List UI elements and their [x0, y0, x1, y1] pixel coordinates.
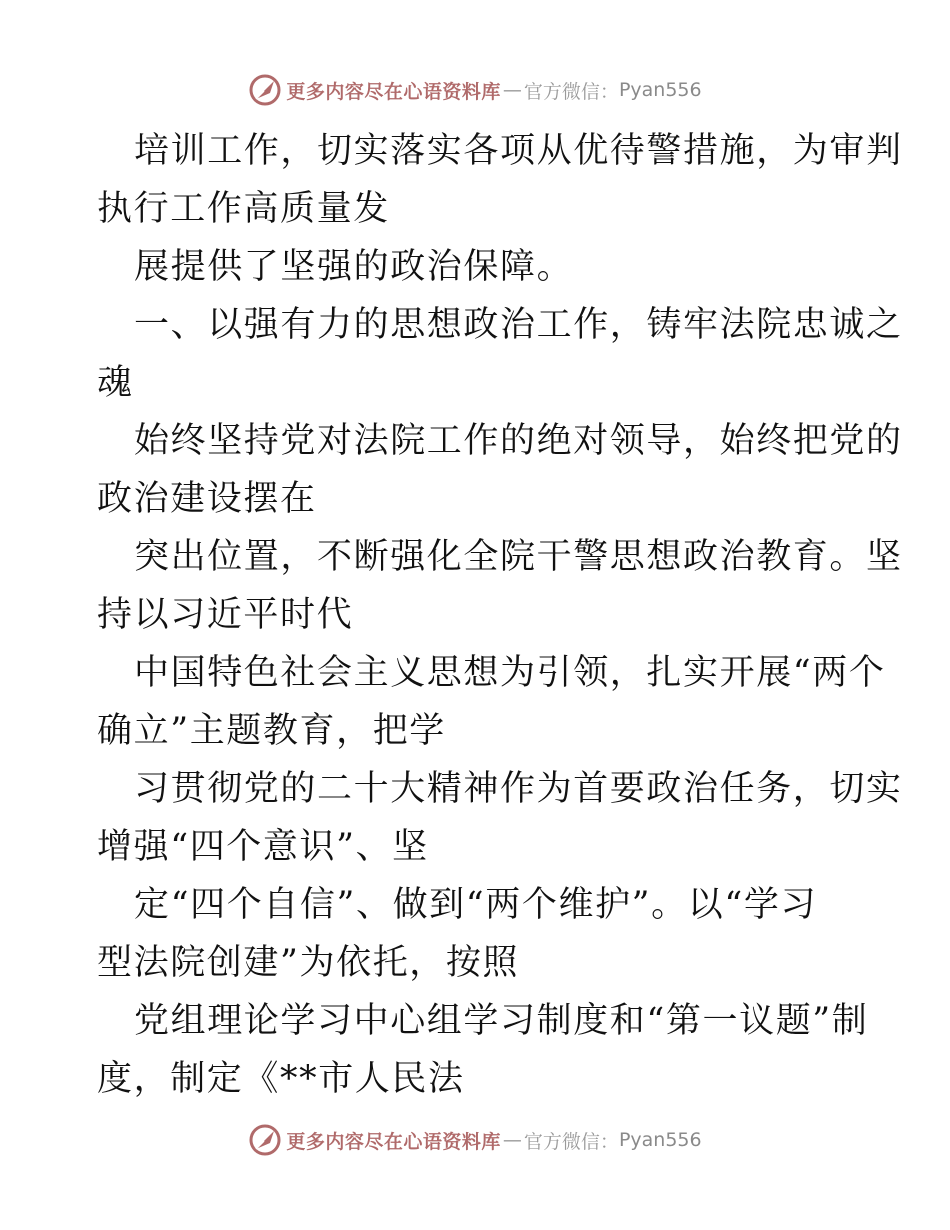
- paragraph-line: 中国特色社会主义思想为引领，扎实开展“两个: [134, 653, 886, 693]
- watermark-main-text: 更多内容尽在心语资料库: [286, 1130, 501, 1153]
- quill-logo-icon: [248, 73, 282, 107]
- paragraph-line: 党组理论学习中心组学习制度和“第一议题”制: [134, 1001, 869, 1041]
- paragraph-line: 习贯彻党的二十大精神作为首要政治任务，切实: [134, 769, 903, 809]
- watermark-main-text: 更多内容尽在心语资料库: [286, 80, 501, 103]
- paragraph-line: 确立”主题教育，把学: [97, 711, 446, 751]
- footer-watermark: [0, 1120, 950, 1160]
- paragraph-line: 度，制定《**市人民法: [97, 1059, 465, 1099]
- paragraph-line: 政治建设摆在: [97, 479, 317, 519]
- watermark-separator: —: [502, 1129, 522, 1151]
- section-heading-line: 一、以强有力的思想政治工作，铸牢法院忠诚之: [134, 305, 903, 345]
- paragraph-line: 定“四个自信”、做到“两个维护”。以“学习: [134, 885, 818, 925]
- paragraph-line: 增强“四个意识”、坚: [97, 827, 429, 867]
- watermark-contact-label: 官方微信：: [523, 80, 619, 103]
- paragraph-line: 执行工作高质量发: [97, 189, 390, 229]
- watermark-contact-id: Pyan556: [618, 79, 702, 101]
- quill-logo-icon: [248, 1123, 282, 1157]
- paragraph-line: 始终坚持党对法院工作的绝对领导，始终把党的: [134, 421, 903, 461]
- paragraph-line: 突出位置，不断强化全院干警思想政治教育。坚: [134, 537, 903, 577]
- paragraph-line: 持以习近平时代: [97, 595, 354, 635]
- header-watermark: [0, 70, 950, 110]
- document-body: [97, 122, 903, 1108]
- watermark-contact-label: 官方微信：: [523, 1130, 619, 1153]
- watermark-contact-id: Pyan556: [618, 1129, 702, 1151]
- watermark-separator: —: [502, 79, 522, 101]
- paragraph-line: 培训工作，切实落实各项从优待警措施，为审判: [134, 131, 903, 171]
- section-heading-line: 魂: [97, 363, 134, 403]
- paragraph-line: 型法院创建”为依托，按照: [97, 943, 520, 983]
- paragraph-line: 展提供了坚强的政治保障。: [134, 247, 574, 287]
